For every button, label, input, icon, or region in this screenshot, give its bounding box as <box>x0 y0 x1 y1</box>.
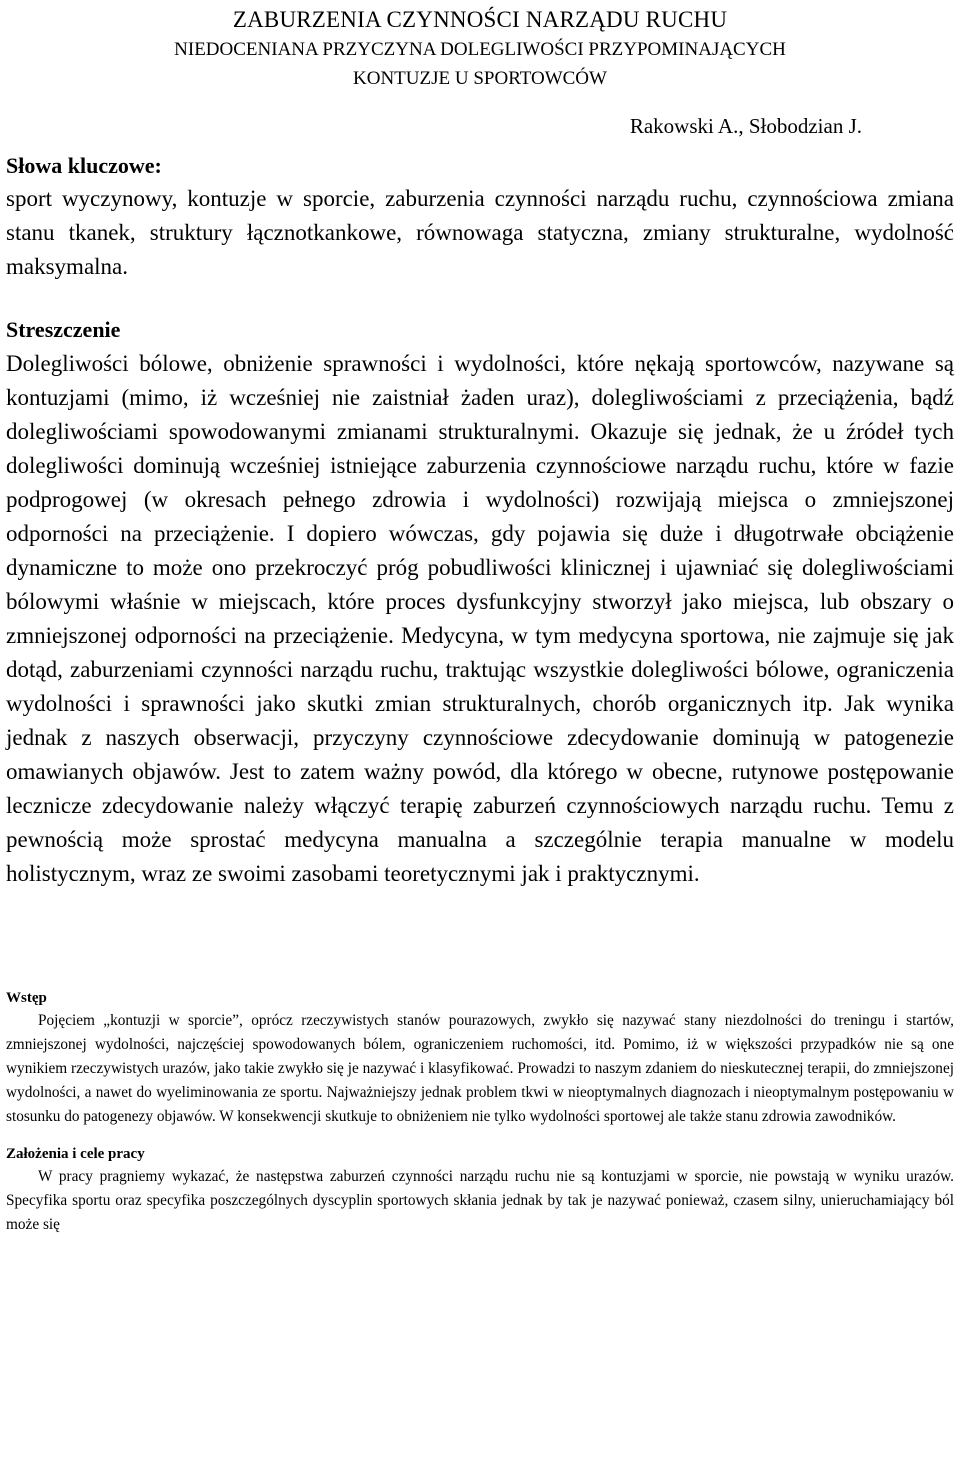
paper-subtitle-line-2: KONTUZJE U SPORTOWCÓW <box>353 68 607 89</box>
abstract-text: Dolegliwości bólowe, obniżenie sprawności i wydolności, które nękają sportowców, nazywane są kontuzjami (mimo, iż wcześniej nie zaistniał żaden uraz), dolegliwościami z przeciążenia, bądź dolegliwościami spowodowanymi zmianami strukturalnymi. Okazuje się jednak, że u źródeł tych dolegliwości dominują wcześniej istniejące zaburzenia czynnościowe narządu ruchu, które w fazie podprogowej (w okresach pełnego zdrowia i wydolności) rozwijają miejsca o zmniejszonej odporności na przeciążenie. I dopiero wówczas, gdy pojawia się duże i długotrwałe obciążenie dynamiczne to może ono przekroczyć próg pobudliwości klinicznej i ujawniać się dolegliwościami bólowymi właśnie w miejscach, które proces dysfunkcyjny stworzył jako miejsca, lub obszary o zmniejszonej odporności na przeciążenie. Medycyna, w tym medycyna sportowa, nie zajmuje się jak dotąd, zaburzeniami czynności narządu ruchu, traktując wszystkie dolegliwości bólowe, ograniczenia wydolności i sprawności jako skutki zmian strukturalnych, chorób organicznych itp. Jak wynika jednak z naszych obserwacji, przyczyny czynnościowe zdecydowanie dominują w patogenezie omawianych objawów. Jest to zatem ważny powód, dla którego w obecne, rutynowe postępowanie lecznicze zdecydowanie należy włączyć terapię zaburzeń czynnościowych narządu ruchu. Temu z pewnością może sprostać medycyna manualna a szczególnie terapia manualne w modelu holistycznym, wraz ze swoimi zasobami teoretycznymi jak i praktycznymi. <box>6 351 954 886</box>
intro-text: Pojęciem „kontuzji w sporcie”, oprócz rzeczywistych stanów pourazowych, zwykło się nazywać stany niezdolności do treningu i startów, zmniejszonej wydolności, najczęściej spowodowanych bólem, ograniczeniem ruchomości, itd. Pomimo, iż w większości przypadków nie są one wynikiem rzeczywistych urazów, jako takie zwykło się je nazywać i klasyfikować. Prowadzi to naszym zdaniem do nieskutecznej terapii, do zmniejszonej wydolności, a nawet do wyeliminowania ze sportu. Najważniejszy jednak problem tkwi w nieoptymalnych diagnozach i nieoptymalnym postępowaniu w stosunku do patogenezy objawów. W konsekwencji skutkuje to obniżeniem nie tylko wydolności sportowej ale także stanu zdrowia zawodników. <box>6 1012 954 1125</box>
keywords-text: sport wyczynowy, kontuzje w sporcie, zaburzenia czynności narządu ruchu, czynnościowa zmiana stanu tkanek, struktury łącznotkankowe, równowaga statyczna, zmiany strukturalne, wydolność maksymalna. <box>6 186 954 279</box>
abstract-section <box>6 313 954 891</box>
paper-title: ZABURZENIA CZYNNOŚCI NARZĄDU RUCHU <box>232 7 728 32</box>
authors: Rakowski A., Słobodzian J. <box>629 114 862 138</box>
aims-heading: Założenia i cele pracy <box>6 1146 145 1162</box>
aims-section <box>6 1143 954 1237</box>
document-content <box>6 4 954 1237</box>
keywords-section <box>6 149 954 284</box>
intro-section <box>6 987 954 1129</box>
aims-text: W pracy pragniemy wykazać, że następstwa zaburzeń czynności narządu ruchu nie są kontuzjami w sporcie, nie powstają w wyniku urazów. Specyfika sportu oraz specyfika poszczególnych dyscyplin sportowych skłania jednak by tak je nazywać ponieważ, czasem silny, unieruchamiający ból może się <box>6 1168 954 1233</box>
document-page <box>6 0 954 1460</box>
paper-header <box>6 4 954 93</box>
intro-heading: Wstęp <box>6 990 47 1006</box>
paper-subtitle-line-1: NIEDOCENIANA PRZYCZYNA DOLEGLIWOŚCI PRZYPOMINAJĄCYCH <box>174 39 786 60</box>
abstract-heading: Streszczenie <box>6 317 121 342</box>
keywords-heading: Słowa kluczowe: <box>6 153 162 178</box>
